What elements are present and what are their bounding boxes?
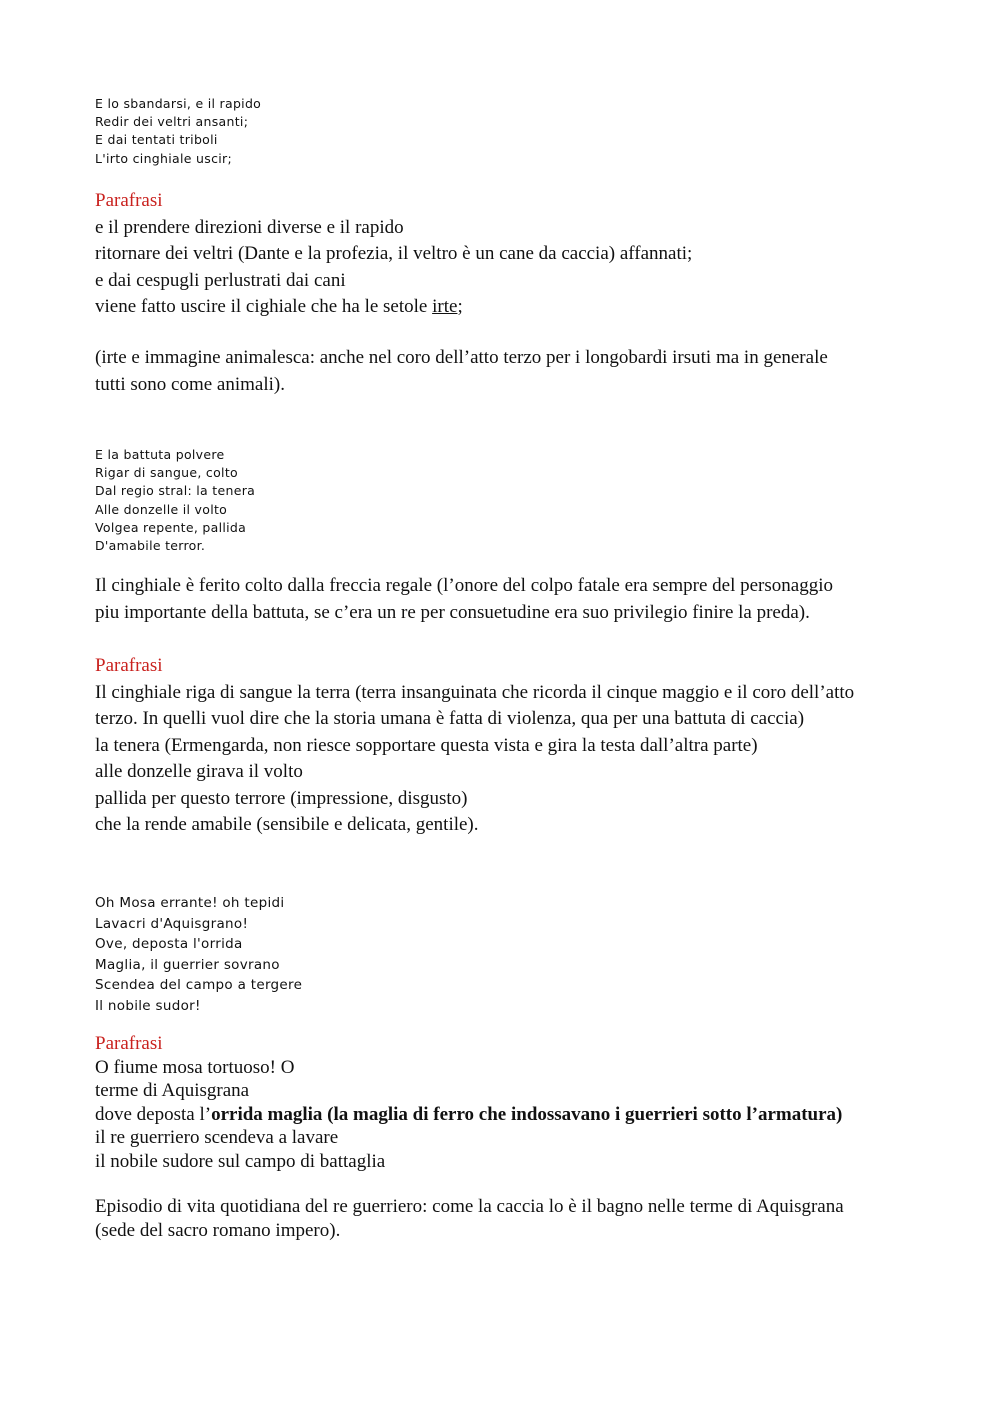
verse-line: Lavacri d'Aquisgrano! (95, 915, 249, 932)
paraphrase-line: e dai cespugli perlustrati dai cani (95, 269, 346, 291)
verse-line: D'amabile terror. (95, 538, 206, 554)
verse-line: Il nobile sudor! (95, 997, 201, 1014)
verse-line: Dal regio stral: la tenera (95, 483, 256, 499)
verse-line: E lo sbandarsi, e il rapido (95, 96, 262, 111)
verse-line: Scendea del campo a tergere (95, 977, 303, 993)
verse-stanza-2 (95, 446, 255, 555)
verse-line: E dai tentati triboli (95, 132, 218, 148)
verse-line: E la battuta polvere (95, 447, 225, 462)
verse-stanza-3 (95, 893, 302, 1016)
verse-line: L'irto cinghiale uscir; (95, 150, 232, 166)
commentary-line: Episodio di vita quotidiana del re guerriero: come la caccia lo è il bagno nelle terme di Aquisgrana (95, 1196, 844, 1217)
verse-line: Maglia, il guerrier sovrano (95, 956, 280, 973)
verse-line: Oh Mosa errante! oh tepidi (95, 895, 285, 911)
paraphrase-section-3 (95, 1032, 910, 1173)
paraphrase-line: Il cinghiale riga di sangue la terra (terra insanguinata che ricorda il cinque maggio e il coro dell’atto (95, 681, 855, 703)
commentary-2 (95, 573, 910, 626)
paraphrase-line: ritornare dei veltri (Dante e la profezia, il veltro è un cane da caccia) affannati; (95, 243, 693, 264)
paraphrase-section-2 (95, 653, 910, 839)
paraphrase-line: e il prendere direzioni diverse e il rapido (95, 216, 404, 238)
paraphrase-line: terzo. In quelli vuol dire che la storia umana è fatta di violenza, qua per una battuta di caccia) (95, 708, 805, 729)
paraphrase-line (95, 1103, 910, 1127)
paraphrase-heading: Parafrasi (95, 190, 163, 211)
commentary-1 (95, 345, 910, 398)
paraphrase-heading: Parafrasi (95, 655, 163, 676)
verse-line: Ove, deposta l'orrida (95, 936, 243, 952)
commentary-line: piu importante della battuta, se c’era un re per consuetudine era suo privilegio finire la preda). (95, 601, 810, 623)
paraphrase-section-1 (95, 188, 910, 321)
verse-line: Volgea repente, pallida (95, 519, 247, 535)
bold-phrase: orrida maglia (la maglia di ferro che indossavano i guerrieri sotto l’armatura) (211, 1103, 843, 1125)
paraphrase-line: la tenera (Ermengarda, non riesce sopportare questa vista e gira la testa dall’altra parte) (95, 734, 758, 756)
verse-line: Alle donzelle il volto (95, 501, 228, 517)
commentary-line: (irte e immagine animalesca: anche nel coro dell’atto terzo per i longobardi irsuti ma in generale (95, 347, 828, 368)
underlined-word: irte (432, 296, 458, 317)
commentary-3 (95, 1195, 910, 1242)
commentary-line: Il cinghiale è ferito colto dalla freccia regale (l’onore del colpo fatale era sempre del personaggio (95, 575, 833, 596)
paraphrase-line (95, 294, 910, 321)
paraphrase-line: pallida per questo terrore (impressione, disgusto) (95, 787, 468, 809)
paraphrase-text: viene fatto uscire il cighiale che ha le setole (95, 296, 433, 317)
paraphrase-line: il re guerriero scendeva a lavare (95, 1127, 339, 1148)
paraphrase-line: che la rende amabile (sensibile e delicata, gentile). (95, 814, 479, 835)
paraphrase-line: alle donzelle girava il volto (95, 761, 303, 782)
verse-line: Rigar di sangue, colto (95, 465, 238, 481)
paraphrase-text: dove deposta l’ (95, 1103, 212, 1125)
verse-stanza-1 (95, 95, 261, 168)
commentary-line: tutti sono come animali). (95, 373, 285, 395)
paraphrase-text: ; (457, 296, 463, 317)
paraphrase-line: il nobile sudore sul campo di battaglia (95, 1150, 386, 1172)
paraphrase-line: O fiume mosa tortuoso! O (95, 1056, 295, 1078)
paraphrase-heading: Parafrasi (95, 1033, 163, 1054)
commentary-line: (sede del sacro romano impero). (95, 1219, 341, 1241)
paraphrase-line: terme di Aquisgrana (95, 1080, 250, 1101)
verse-line: Redir dei veltri ansanti; (95, 114, 249, 130)
